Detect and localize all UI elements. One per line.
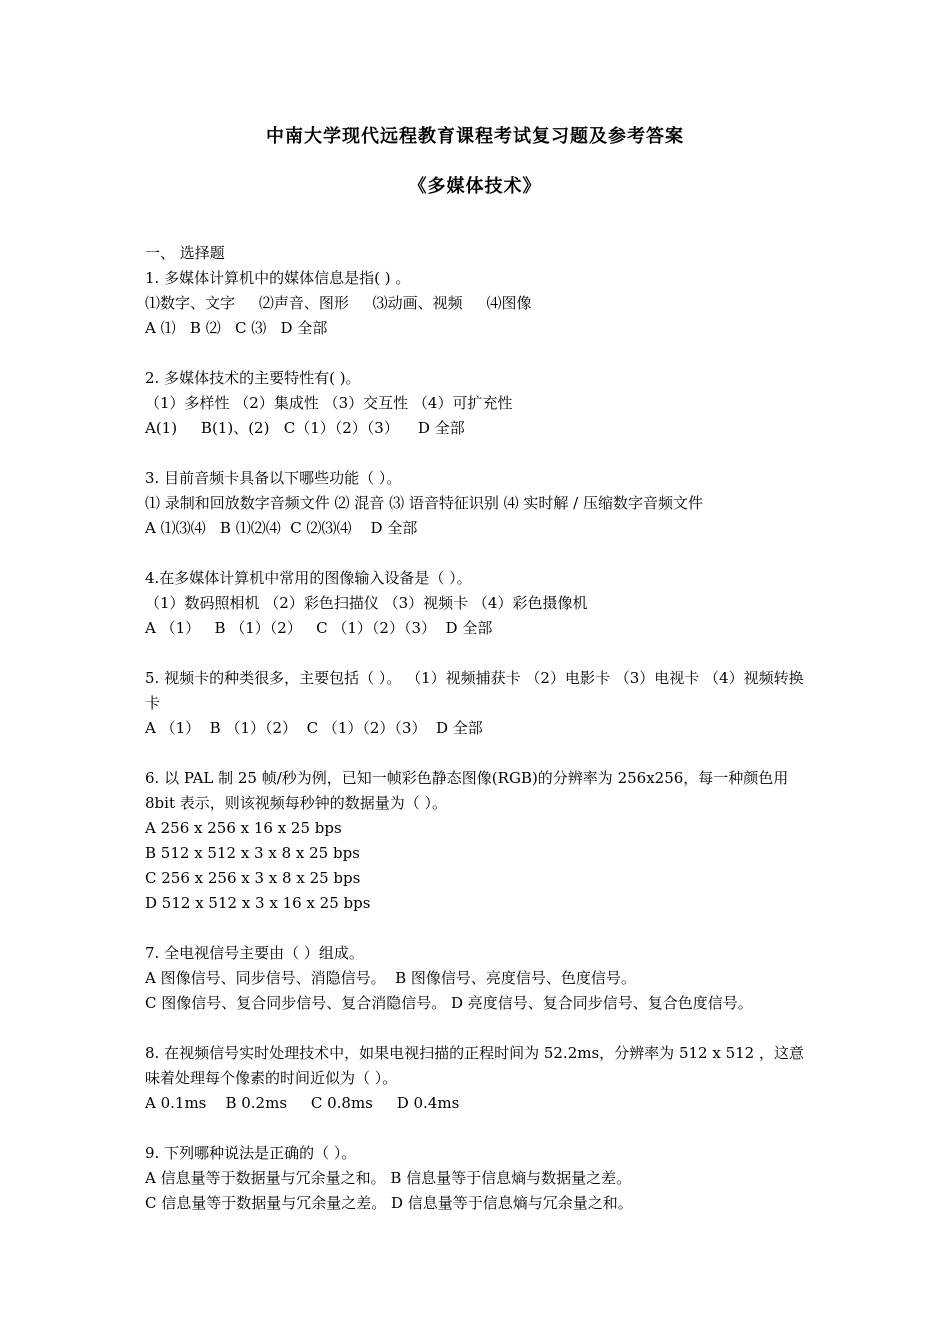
question-items: （1）数码照相机 （2）彩色扫描仪 （3）视频卡 （4）彩色摄像机	[145, 594, 588, 612]
answer-options: A ⑴ B ⑵ C ⑶ D 全部	[145, 319, 328, 337]
question-stem: 6. 以 PAL 制 25 帧/秒为例，已知一帧彩色静态图像(RGB)的分辨率为 256x256，每一种颜色用 8bit 表示，则该视频每秒钟的数据量为（ ）。	[145, 769, 789, 812]
answer-options: A 0.1ms B 0.2ms C 0.8ms D 0.4ms	[145, 1094, 460, 1112]
question-stem: 4.在多媒体计算机中常用的图像输入设备是（ ）。	[145, 569, 472, 587]
question-stem: 3. 目前音频卡具备以下哪些功能（ ）。	[145, 469, 402, 487]
answer-option-d: D 512 x 512 x 3 x 16 x 25 bps	[145, 894, 371, 912]
question-items: （1）多样性 （2）集成性 （3）交互性 （4）可扩充性	[145, 394, 513, 412]
question-stem: 9. 下列哪种说法是正确的（ ）。	[145, 1144, 357, 1162]
document-body	[145, 241, 815, 1216]
question-stem: 7. 全电视信号主要由（ ）组成。	[145, 944, 364, 962]
question-stem: 1. 多媒体计算机中的媒体信息是指( ) 。	[145, 269, 411, 287]
answer-options-ab: A 图像信号、同步信号、消隐信号。 B 图像信号、亮度信号、色度信号。	[145, 969, 636, 987]
answer-options: A ⑴⑶⑷ B ⑴⑵⑷ C ⑵⑶⑷ D 全部	[145, 519, 418, 537]
question-items: ⑴数字、文字 ⑵声音、图形 ⑶动画、视频 ⑷图像	[145, 294, 532, 312]
answer-option-a: A 256 x 256 x 16 x 25 bps	[145, 819, 342, 837]
answer-option-b: B 512 x 512 x 3 x 8 x 25 bps	[145, 844, 360, 862]
answer-options-ab: A 信息量等于数据量与冗余量之和。 B 信息量等于信息熵与数据量之差。	[145, 1169, 632, 1187]
answer-options: A （1） B （1）（2） C （1）（2）（3） D 全部	[145, 719, 483, 737]
section-heading: 一、 选择题	[145, 244, 225, 262]
answer-options: A （1） B （1）（2） C （1）（2）（3） D 全部	[145, 619, 493, 637]
question-stem: 2. 多媒体技术的主要特性有( )。	[145, 369, 361, 387]
question-stem: 8. 在视频信号实时处理技术中，如果电视扫描的正程时间为 52.2ms，分辨率为 512 x 512 ，这意味着处理每个像素的时间近似为（ ）。	[145, 1044, 804, 1087]
answer-options: A(1) B(1)、(2) C（1）（2）（3） D 全部	[145, 419, 465, 437]
document-subtitle: 《多媒体技术》	[408, 176, 542, 197]
document-title: 中南大学现代远程教育课程考试复习题及参考答案	[266, 126, 684, 147]
question-items: ⑴ 录制和回放数字音频文件 ⑵ 混音 ⑶ 语音特征识别 ⑷ 实时解 / 压缩数字音频文件	[145, 494, 703, 512]
question-stem: 5. 视频卡的种类很多，主要包括（ ）。 （1）视频捕获卡 （2）电影卡 （3）电视卡 （4）视频转换卡	[145, 669, 804, 712]
answer-option-c: C 256 x 256 x 3 x 8 x 25 bps	[145, 869, 361, 887]
answer-options-cd: C 图像信号、复合同步信号、复合消隐信号。 D 亮度信号、复合同步信号、复合色度信号。	[145, 994, 753, 1012]
answer-options-cd: C 信息量等于数据量与冗余量之差。 D 信息量等于信息熵与冗余量之和。	[145, 1194, 633, 1212]
